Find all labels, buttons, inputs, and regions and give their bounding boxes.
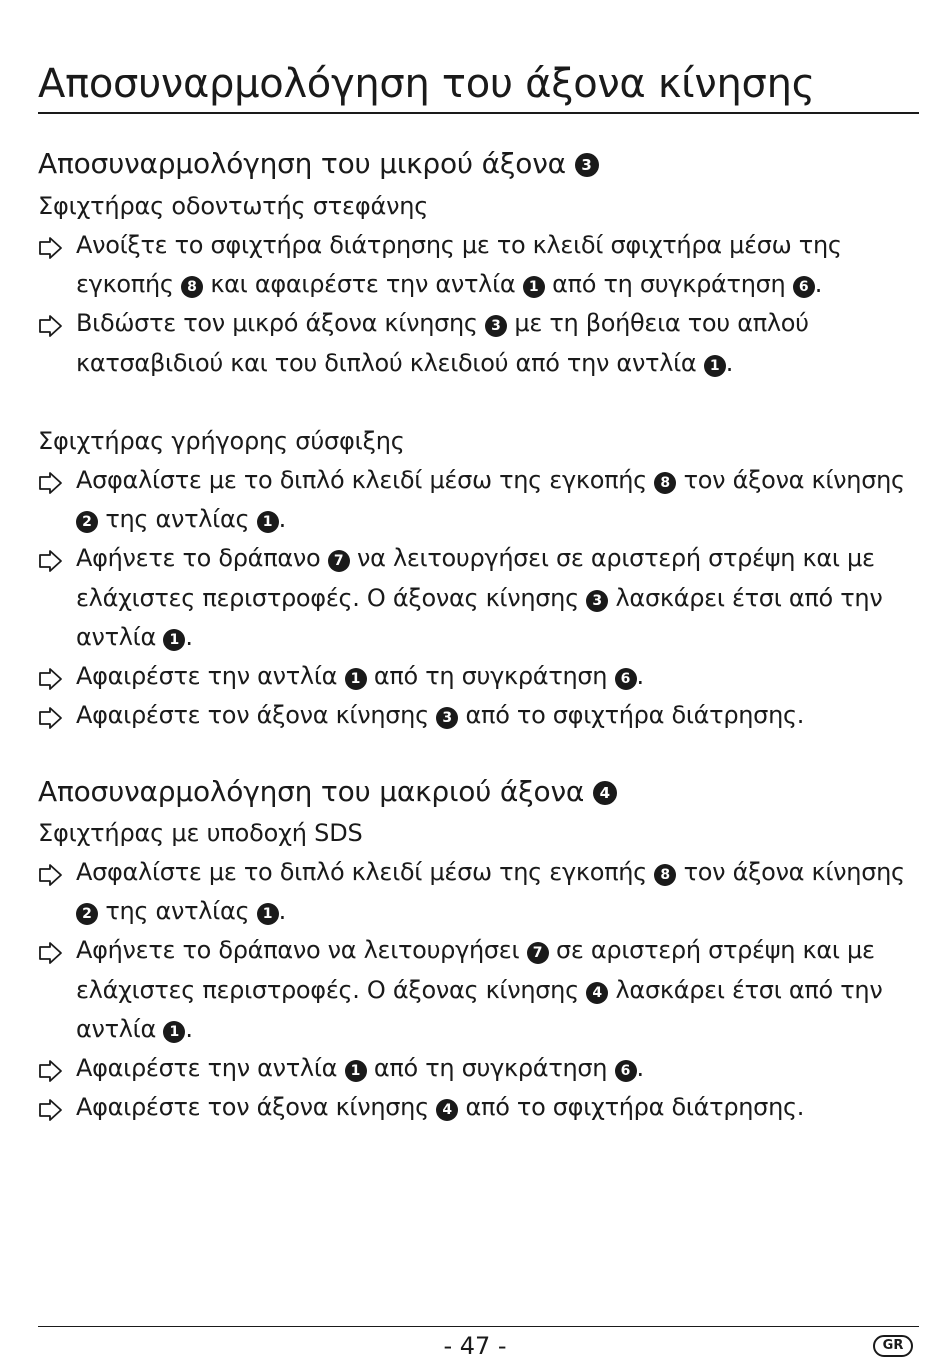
instruction-text: Ασφαλίστε με το διπλό κλειδί μέσω της εγκοπής — [76, 858, 655, 886]
arrow-right-icon — [38, 311, 64, 335]
callout-number: 6 — [615, 668, 637, 690]
list-item — [38, 931, 919, 1049]
list-item — [38, 226, 919, 304]
instruction-text: από το σφιχτήρα διάτρησης. — [458, 1093, 805, 1122]
instruction-text: . — [185, 622, 193, 651]
instruction-text: τον άξονα κίνησης — [676, 466, 905, 494]
title-divider — [38, 112, 919, 114]
instruction-text: . — [278, 505, 286, 534]
instruction-text: από τη συγκράτηση — [366, 662, 615, 691]
callout-number: 6 — [793, 276, 815, 298]
instruction-text: σε αριστερή στρέψη και με ελάχιστες περιστροφές. Ο άξονας κίνησης — [76, 936, 875, 1004]
callout-number: 4 — [586, 982, 608, 1004]
section-heading-text: Αποσυναρμολόγηση του μακριού άξονα — [38, 775, 585, 808]
callout-number: 1 — [523, 276, 545, 298]
callout-number: 3 — [586, 590, 608, 612]
instruction-text: και αφαιρέστε την αντλία — [202, 270, 523, 299]
instruction-text: Βιδώστε τον μικρό άξονα κίνησης — [76, 309, 486, 338]
instruction-text: . — [636, 662, 644, 691]
instruction-text: Αφήνετε το δράπανο να λειτουργήσει — [76, 936, 527, 965]
arrow-right-icon — [38, 468, 64, 492]
instruction-text: από το σφιχτήρα διάτρησης. — [458, 701, 805, 730]
callout-number: 4 — [593, 781, 617, 805]
instruction-text: λασκάρει έτσι από την αντλία — [76, 975, 883, 1043]
instruction-text: από τη συγκράτηση — [544, 270, 793, 299]
instruction-text: . — [725, 348, 734, 377]
callout-number: 2 — [76, 903, 98, 925]
section-heading-text: Αποσυναρμολόγηση του μικρού άξονα — [38, 147, 566, 180]
list-item — [38, 853, 919, 931]
instruction-text: . — [814, 270, 823, 299]
instruction-list — [38, 226, 919, 383]
callout-number: 7 — [328, 550, 350, 572]
callout-number: 7 — [527, 942, 549, 964]
arrow-right-icon — [38, 860, 64, 884]
list-item — [38, 539, 919, 657]
footer-divider — [38, 1326, 919, 1327]
arrow-right-icon — [38, 664, 64, 688]
callout-number: 1 — [345, 1060, 367, 1082]
callout-number: 1 — [257, 511, 279, 533]
page-title: Αποσυναρμολόγηση του άξονα κίνησης — [38, 61, 815, 107]
instruction-text: από τη συγκράτηση — [366, 1054, 615, 1083]
list-item — [38, 1049, 919, 1088]
instruction-text: με τη βοήθεια του απλού κατσαβιδιού και του διπλού κλειδιού από την αντλία — [76, 309, 809, 377]
instruction-text: λασκάρει έτσι από την αντλία — [76, 583, 883, 651]
subheading-gear-chuck: Σφιχτήρας οδοντωτής στεφάνης — [38, 192, 429, 220]
instruction-text: . — [185, 1014, 193, 1043]
instruction-list — [38, 461, 919, 735]
instruction-text: . — [278, 897, 286, 926]
subheading-sds-chuck: Σφιχτήρας με υποδοχή SDS — [38, 819, 363, 847]
instruction-text: να λειτουργήσει σε αριστερή στρέψη και με ελάχιστες περιστροφές. Ο άξονας κίνησης — [76, 544, 875, 612]
instruction-text: Αφαιρέστε την αντλία — [76, 1054, 345, 1083]
arrow-right-icon — [38, 233, 64, 257]
arrow-right-icon — [38, 703, 64, 727]
arrow-right-icon — [38, 1095, 64, 1119]
instruction-text: Αφαιρέστε τον άξονα κίνησης — [76, 1093, 437, 1122]
callout-number: 8 — [654, 472, 676, 494]
section-heading-short-shaft — [38, 144, 599, 184]
arrow-right-icon — [38, 1056, 64, 1080]
list-item — [38, 696, 919, 735]
callout-number: 6 — [615, 1060, 637, 1082]
instruction-text: . — [636, 1054, 644, 1083]
callout-number: 8 — [654, 864, 676, 886]
list-item — [38, 1088, 919, 1127]
list-item — [38, 657, 919, 696]
callout-number: 1 — [704, 355, 726, 377]
instruction-text: της αντλίας — [98, 897, 257, 926]
callout-number: 8 — [181, 276, 203, 298]
callout-number: 1 — [345, 668, 367, 690]
callout-number: 1 — [257, 903, 279, 925]
instruction-text: τον άξονα κίνησης — [676, 858, 905, 886]
instruction-text: Ανοίξτε το σφιχτήρα διάτρησης με το κλειδί σφιχτήρα μέσω της εγκοπής — [76, 231, 842, 299]
callout-number: 4 — [436, 1099, 458, 1121]
instruction-text: Αφήνετε το δράπανο — [76, 544, 328, 573]
callout-number: 1 — [163, 629, 185, 651]
instruction-text: Ασφαλίστε με το διπλό κλειδί μέσω της εγκοπής — [76, 466, 655, 494]
instruction-text: της αντλίας — [98, 505, 257, 534]
callout-number: 3 — [485, 315, 507, 337]
language-badge: GR — [873, 1335, 913, 1357]
callout-number: 2 — [76, 511, 98, 533]
arrow-right-icon — [38, 938, 64, 962]
instruction-text: Αφαιρέστε την αντλία — [76, 662, 345, 691]
instruction-list — [38, 853, 919, 1127]
list-item — [38, 304, 919, 382]
callout-number: 1 — [163, 1021, 185, 1043]
section-heading-long-shaft — [38, 772, 617, 812]
callout-number: 3 — [436, 707, 458, 729]
page-number: - 47 - — [443, 1332, 507, 1360]
instruction-text: Αφαιρέστε τον άξονα κίνησης — [76, 701, 437, 730]
callout-number: 3 — [575, 153, 599, 177]
subheading-quick-chuck: Σφιχτήρας γρήγορης σύσφιξης — [38, 427, 405, 455]
list-item — [38, 461, 919, 539]
arrow-right-icon — [38, 546, 64, 570]
